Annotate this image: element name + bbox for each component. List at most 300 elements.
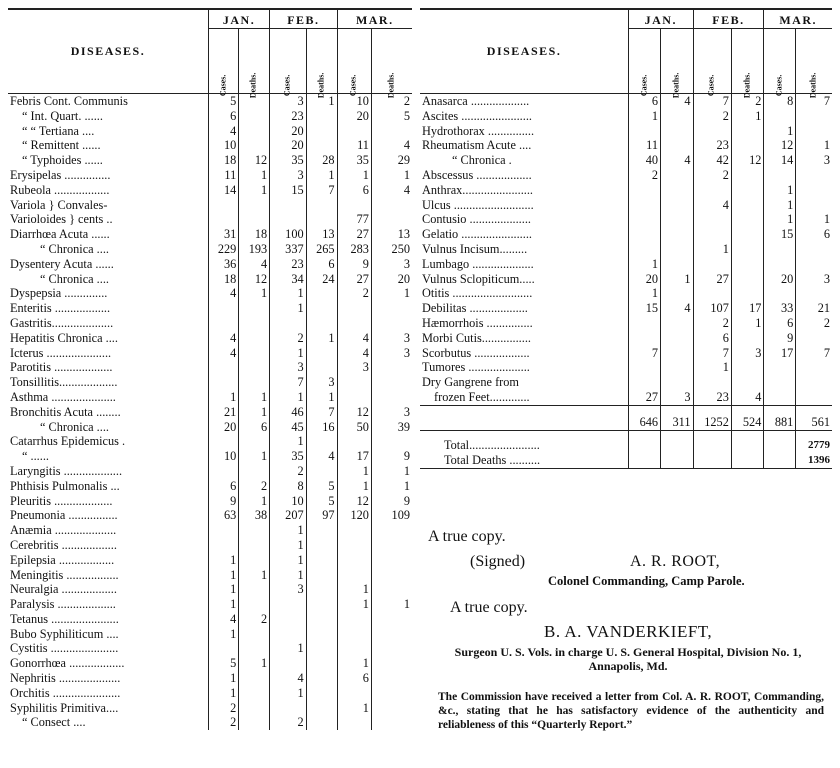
value-cell xyxy=(239,316,270,331)
value-cell: 1 xyxy=(239,183,270,198)
total-deaths-value: 1396 xyxy=(796,453,832,468)
disease-name: Enteritis .................. xyxy=(10,301,111,316)
value-cell: 1 xyxy=(270,523,306,538)
value-cell: 3 xyxy=(371,331,412,346)
value-cell xyxy=(661,124,694,139)
left_table-row xyxy=(8,198,412,213)
value-cell xyxy=(693,227,731,242)
value-cell xyxy=(731,168,764,183)
value-cell: 42 xyxy=(693,153,731,168)
true-copy-1: A true copy. xyxy=(428,528,506,545)
value-cell: 21 xyxy=(208,405,238,420)
value-cell: 4 xyxy=(208,124,238,139)
left_table-row xyxy=(8,420,412,435)
value-cell xyxy=(270,612,306,627)
value-cell xyxy=(337,198,371,213)
left-month-jan: JAN. xyxy=(208,9,269,29)
value-cell xyxy=(337,316,371,331)
value-cell: 1 xyxy=(337,464,371,479)
value-cell xyxy=(306,568,337,583)
left_table-row xyxy=(8,508,412,523)
value-cell: 23 xyxy=(270,257,306,272)
value-cell: 1 xyxy=(306,94,337,109)
disease-name: Icterus ..................... xyxy=(10,345,112,360)
value-cell: 2 xyxy=(796,316,832,331)
value-cell: 4 xyxy=(371,183,412,198)
value-cell xyxy=(239,434,270,449)
value-cell: 2 xyxy=(270,715,306,730)
value-cell: 1 xyxy=(337,597,371,612)
value-cell xyxy=(371,523,412,538)
value-cell xyxy=(239,641,270,656)
value-cell: 1 xyxy=(371,168,412,183)
value-cell xyxy=(796,286,832,301)
right_table-row xyxy=(420,286,832,301)
value-cell: 35 xyxy=(270,449,306,464)
right_table-row xyxy=(420,94,832,109)
value-cell: 1 xyxy=(693,360,731,375)
value-cell: 1 xyxy=(306,331,337,346)
value-cell xyxy=(731,272,764,287)
value-cell xyxy=(306,671,337,686)
value-cell xyxy=(796,257,832,272)
value-cell xyxy=(306,656,337,671)
value-cell: 7 xyxy=(270,375,306,390)
left_table-row xyxy=(8,390,412,405)
value-cell: 7 xyxy=(306,183,337,198)
value-cell xyxy=(731,124,764,139)
sub-header: Deaths. xyxy=(661,29,694,94)
left_table-row xyxy=(8,434,412,449)
value-cell: 6 xyxy=(208,109,238,124)
disease-name: Vulnus Incisum......... xyxy=(422,241,528,256)
right-month-jan: JAN. xyxy=(629,9,693,29)
total-label: Total....................... xyxy=(444,438,540,453)
value-cell: 2 xyxy=(693,316,731,331)
disease-name: Tonsillitis................... xyxy=(10,375,118,390)
value-cell: 4 xyxy=(239,257,270,272)
left_table-row xyxy=(8,272,412,287)
value-cell xyxy=(764,242,796,257)
value-cell xyxy=(270,597,306,612)
value-cell: 50 xyxy=(337,420,371,435)
value-cell xyxy=(661,331,694,346)
total-value: 2779 xyxy=(796,438,832,453)
value-cell: 20 xyxy=(208,420,238,435)
left_table-row xyxy=(8,138,412,153)
sub-header: Deaths. xyxy=(371,29,412,94)
value-cell xyxy=(629,212,661,227)
value-cell: 7 xyxy=(796,346,832,361)
value-cell: 3 xyxy=(270,360,306,375)
right_table-row xyxy=(420,198,832,213)
value-cell: 1 xyxy=(764,198,796,213)
value-cell xyxy=(661,109,694,124)
disease-name: Varioloides } cents .. xyxy=(10,212,113,227)
value-cell xyxy=(270,198,306,213)
left_table-row xyxy=(8,257,412,272)
value-cell xyxy=(371,656,412,671)
disease-name: Gastritis.................... xyxy=(10,315,114,330)
value-cell: 1 xyxy=(796,212,832,227)
value-cell: 7 xyxy=(306,405,337,420)
value-cell xyxy=(764,375,796,390)
value-cell: 4 xyxy=(371,138,412,153)
disease-name: “ Consect .... xyxy=(22,715,86,730)
value-cell: 1 xyxy=(270,301,306,316)
value-cell: 1 xyxy=(661,272,694,287)
value-cell: 12 xyxy=(731,153,764,168)
value-cell xyxy=(764,360,796,375)
disease-name: Ulcus .......................... xyxy=(422,197,534,212)
value-cell: 10 xyxy=(208,449,238,464)
value-cell xyxy=(306,597,337,612)
disease-name: “ “ Tertiana .... xyxy=(22,123,95,138)
value-cell xyxy=(371,124,412,139)
value-cell: 107 xyxy=(693,301,731,316)
value-cell xyxy=(306,346,337,361)
value-cell xyxy=(306,301,337,316)
value-cell: 1 xyxy=(337,582,371,597)
left-month-mar: MAR. xyxy=(337,9,412,29)
value-cell xyxy=(337,715,371,730)
value-cell: 6 xyxy=(306,257,337,272)
value-cell: 109 xyxy=(371,508,412,523)
value-cell: 14 xyxy=(208,183,238,198)
value-cell xyxy=(306,316,337,331)
value-cell xyxy=(796,183,832,198)
left_table-row xyxy=(8,715,412,730)
value-cell: 17 xyxy=(764,346,796,361)
value-cell: 1 xyxy=(371,479,412,494)
value-cell: 1 xyxy=(208,686,238,701)
value-cell: 12 xyxy=(337,494,371,509)
right_table-row xyxy=(420,257,832,272)
value-cell xyxy=(306,582,337,597)
left_table-row xyxy=(8,360,412,375)
value-cell xyxy=(270,701,306,716)
value-cell xyxy=(796,198,832,213)
value-cell: 337 xyxy=(270,242,306,257)
value-cell xyxy=(371,375,412,390)
value-cell: 2 xyxy=(693,109,731,124)
value-cell: 2 xyxy=(693,168,731,183)
value-cell: 1 xyxy=(371,597,412,612)
value-cell: 23 xyxy=(270,109,306,124)
disease-name: Hepatitis Chronica .... xyxy=(10,330,118,345)
right_table-row xyxy=(420,227,832,242)
value-cell: 11 xyxy=(629,138,661,153)
value-cell: 4 xyxy=(208,612,238,627)
value-cell xyxy=(371,553,412,568)
disease-name: Meningitis ................. xyxy=(10,567,119,582)
value-cell xyxy=(661,286,694,301)
value-cell xyxy=(270,316,306,331)
left_table-row xyxy=(8,538,412,553)
value-cell: 5 xyxy=(208,656,238,671)
value-cell: 5 xyxy=(371,109,412,124)
value-cell xyxy=(306,286,337,301)
value-cell xyxy=(208,375,238,390)
value-cell: 1 xyxy=(731,109,764,124)
disease-name: “ Int. Quart. ...... xyxy=(22,108,103,123)
value-cell xyxy=(764,390,796,405)
value-cell: 4 xyxy=(731,390,764,405)
disease-name: Vulnus Sclopiticum..... xyxy=(422,271,535,286)
value-cell: 1 xyxy=(337,479,371,494)
disease-name: Bronchitis Acuta ........ xyxy=(10,404,121,419)
value-cell xyxy=(208,198,238,213)
value-cell xyxy=(208,434,238,449)
value-cell: 40 xyxy=(629,153,661,168)
value-cell: 3 xyxy=(371,405,412,420)
value-cell: 6 xyxy=(796,227,832,242)
value-cell: 15 xyxy=(629,301,661,316)
value-cell xyxy=(337,301,371,316)
value-cell: 1 xyxy=(270,346,306,361)
value-cell xyxy=(661,346,694,361)
right_table-row xyxy=(420,124,832,139)
disease-name: Abscessus .................. xyxy=(422,167,532,182)
value-cell xyxy=(208,538,238,553)
value-cell: 4 xyxy=(661,153,694,168)
right-month-feb: FEB. xyxy=(693,9,764,29)
value-cell xyxy=(337,523,371,538)
value-cell: 2 xyxy=(270,331,306,346)
value-cell: 11 xyxy=(337,138,371,153)
value-cell: 15 xyxy=(764,227,796,242)
value-cell: 1 xyxy=(239,168,270,183)
value-cell: 6 xyxy=(337,671,371,686)
disease-name: Morbi Cutis................ xyxy=(422,330,531,345)
value-cell xyxy=(661,375,694,390)
sub-header: Cases. xyxy=(629,29,661,94)
value-cell xyxy=(239,346,270,361)
value-cell xyxy=(337,390,371,405)
value-cell: 6 xyxy=(629,94,661,109)
right_table-row xyxy=(420,360,832,375)
value-cell xyxy=(371,538,412,553)
value-cell: 1 xyxy=(629,286,661,301)
value-cell: 1 xyxy=(270,568,306,583)
disease-name: Dyspepsia .............. xyxy=(10,286,108,301)
value-cell: 1 xyxy=(239,405,270,420)
value-cell: 35 xyxy=(337,153,371,168)
disease-name: Pleuritis ................... xyxy=(10,493,113,508)
total-deaths-row xyxy=(420,453,832,468)
value-cell: 250 xyxy=(371,242,412,257)
value-cell: 10 xyxy=(208,138,238,153)
value-cell: 1 xyxy=(270,390,306,405)
disease-name: Tetanus ...................... xyxy=(10,611,119,626)
value-cell xyxy=(661,316,694,331)
value-cell xyxy=(371,316,412,331)
value-cell xyxy=(306,434,337,449)
left_table-row xyxy=(8,582,412,597)
left_table-row xyxy=(8,641,412,656)
left_table-row xyxy=(8,597,412,612)
value-cell xyxy=(661,242,694,257)
disease-name: Cerebritis .................. xyxy=(10,537,117,552)
value-cell xyxy=(371,434,412,449)
left-diseases-header: DISEASES. xyxy=(8,9,208,94)
value-cell xyxy=(661,212,694,227)
value-cell: 36 xyxy=(208,257,238,272)
value-cell: 15 xyxy=(270,183,306,198)
right_table-row xyxy=(420,168,832,183)
value-cell: 9 xyxy=(764,331,796,346)
disease-name: Catarrhus Epidemicus . xyxy=(10,434,126,449)
disease-name: Rheumatism Acute .... xyxy=(422,138,532,153)
left-disease-table xyxy=(8,8,412,730)
value-cell xyxy=(306,701,337,716)
value-cell xyxy=(629,198,661,213)
value-cell: 18 xyxy=(239,227,270,242)
disease-name: Neuralgia .................. xyxy=(10,582,117,597)
disease-name: Diarrhœa Acuta ...... xyxy=(10,227,110,242)
value-cell xyxy=(306,686,337,701)
value-cell xyxy=(270,656,306,671)
disease-name: Rubeola .................. xyxy=(10,182,110,197)
value-cell: 18 xyxy=(208,153,238,168)
value-cell xyxy=(306,124,337,139)
value-cell: 1 xyxy=(270,641,306,656)
value-cell: 1 xyxy=(693,242,731,257)
left_table-row xyxy=(8,346,412,361)
disease-name: Variola } Convales- xyxy=(10,197,108,212)
value-cell xyxy=(337,375,371,390)
signed-label: (Signed) xyxy=(470,553,526,570)
left_table-row xyxy=(8,212,412,227)
value-cell: 3 xyxy=(270,94,306,109)
value-cell xyxy=(306,627,337,642)
value-cell xyxy=(371,686,412,701)
value-cell: 1 xyxy=(208,390,238,405)
value-cell xyxy=(796,331,832,346)
value-cell xyxy=(764,286,796,301)
value-cell xyxy=(371,390,412,405)
value-cell xyxy=(239,553,270,568)
value-cell xyxy=(208,360,238,375)
right_table-row xyxy=(420,109,832,124)
right_table-row xyxy=(420,331,832,346)
value-cell: 1 xyxy=(337,656,371,671)
disease-name: Parotitis ................... xyxy=(10,360,113,375)
value-cell xyxy=(731,375,764,390)
value-cell xyxy=(337,568,371,583)
value-cell: 9 xyxy=(208,494,238,509)
left_table-row xyxy=(8,656,412,671)
value-cell: 1 xyxy=(239,449,270,464)
value-cell xyxy=(306,612,337,627)
value-cell: 265 xyxy=(306,242,337,257)
disease-name: Debilitas ................... xyxy=(422,301,528,316)
left_table-row xyxy=(8,124,412,139)
value-cell xyxy=(337,538,371,553)
value-cell xyxy=(796,168,832,183)
left_table-row xyxy=(8,686,412,701)
value-cell: 31 xyxy=(208,227,238,242)
grand-total-row xyxy=(420,438,832,453)
disease-name: Anthrax....................... xyxy=(422,182,534,197)
value-cell: 13 xyxy=(306,227,337,242)
value-cell xyxy=(371,612,412,627)
value-cell xyxy=(371,198,412,213)
value-cell xyxy=(661,138,694,153)
left_table-row xyxy=(8,405,412,420)
value-cell: 6 xyxy=(208,479,238,494)
total-cell: 881 xyxy=(764,405,796,430)
total-cell: 524 xyxy=(731,405,764,430)
value-cell xyxy=(693,286,731,301)
value-cell xyxy=(371,360,412,375)
value-cell: 1 xyxy=(371,286,412,301)
right_table-row xyxy=(420,375,832,390)
value-cell xyxy=(208,301,238,316)
value-cell: 1 xyxy=(337,168,371,183)
right_table-row xyxy=(420,301,832,316)
value-cell: 1 xyxy=(239,286,270,301)
value-cell: 18 xyxy=(208,272,238,287)
value-cell: 10 xyxy=(270,494,306,509)
value-cell: 1 xyxy=(629,257,661,272)
left_table-row xyxy=(8,109,412,124)
value-cell: 1 xyxy=(239,390,270,405)
value-cell: 5 xyxy=(306,479,337,494)
left_table-row xyxy=(8,375,412,390)
value-cell: 2 xyxy=(731,94,764,109)
value-cell: 27 xyxy=(693,272,731,287)
disease-name: Gelatio ....................... xyxy=(422,227,532,242)
disease-name: “ Chronica .... xyxy=(40,241,109,256)
disease-name: Gonorrhœa .................. xyxy=(10,656,125,671)
value-cell xyxy=(239,715,270,730)
right_table-row xyxy=(420,153,832,168)
value-cell xyxy=(796,390,832,405)
value-cell: 1 xyxy=(306,168,337,183)
value-cell xyxy=(239,331,270,346)
right_table-row xyxy=(420,138,832,153)
value-cell: 10 xyxy=(337,94,371,109)
value-cell xyxy=(629,242,661,257)
value-cell: 23 xyxy=(693,390,731,405)
value-cell xyxy=(337,434,371,449)
value-cell xyxy=(239,701,270,716)
left_table-row xyxy=(8,627,412,642)
right-month-mar: MAR. xyxy=(764,9,832,29)
disease-name: Orchitis ...................... xyxy=(10,685,121,700)
value-cell: 20 xyxy=(270,124,306,139)
value-cell: 12 xyxy=(764,138,796,153)
left_table-row xyxy=(8,153,412,168)
value-cell: 11 xyxy=(208,168,238,183)
left_table-row xyxy=(8,242,412,257)
value-cell xyxy=(629,227,661,242)
value-cell xyxy=(306,538,337,553)
value-cell xyxy=(731,257,764,272)
disease-name: “ Chronica .... xyxy=(40,271,109,286)
right_table-row xyxy=(420,242,832,257)
value-cell xyxy=(629,360,661,375)
disease-name: “ Chronica . xyxy=(452,153,512,168)
value-cell xyxy=(306,198,337,213)
value-cell xyxy=(796,360,832,375)
value-cell: 33 xyxy=(764,301,796,316)
value-cell: 207 xyxy=(270,508,306,523)
value-cell: 38 xyxy=(239,508,270,523)
value-cell: 4 xyxy=(693,198,731,213)
value-cell xyxy=(764,109,796,124)
